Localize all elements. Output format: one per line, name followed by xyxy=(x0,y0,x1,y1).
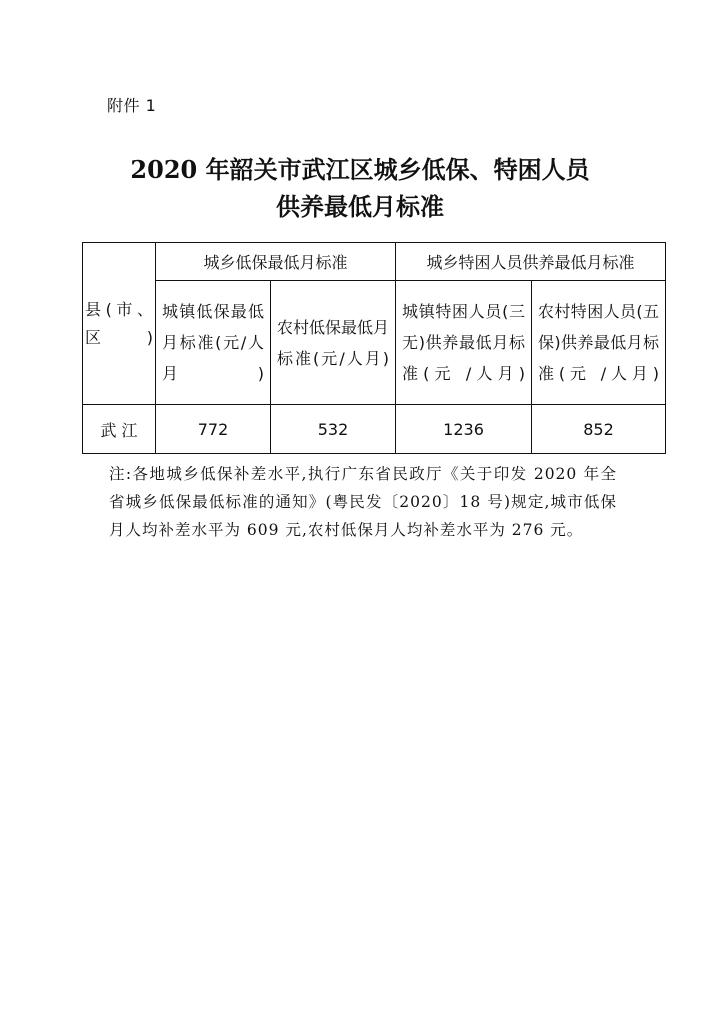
urban-dibao-value: 772 xyxy=(156,405,271,454)
col3-header: 城镇特困人员(三无)供养最低月标准(元 /人月) xyxy=(402,302,526,383)
attachment-label: 附件 1 xyxy=(107,96,157,115)
rural-tekun-value: 852 xyxy=(532,405,666,454)
table-row xyxy=(83,405,666,454)
footnote: 注:各地城乡低保补差水平,执行广东省民政厅《关于印发 2020 年全省城乡低保最低标准的通知》(粤民发〔2020〕18 号)规定,城市低保月人均补差水平为 609 元,农村低保月人均补差水平为 276 元。 xyxy=(109,465,617,539)
col1-header-cell xyxy=(156,281,271,405)
table-header-row-1 xyxy=(83,243,666,281)
col2-header: 农村低保最低月标准(元/人月) xyxy=(277,317,390,368)
document-title-line2: 供养最低月标准 xyxy=(276,192,444,221)
standards-table xyxy=(82,242,666,454)
county-header: 县(市、区) xyxy=(85,299,153,347)
col1-header: 城镇低保最低月标准(元/人月) xyxy=(162,302,264,383)
table-header-row-2 xyxy=(83,281,666,405)
col2-header-cell xyxy=(271,281,396,405)
county-header-cell xyxy=(83,243,156,405)
col4-header-cell xyxy=(532,281,666,405)
urban-tekun-value: 1236 xyxy=(396,405,532,454)
document-title-line1: 2020 年韶关市武江区城乡低保、特困人员 xyxy=(130,155,590,184)
rural-dibao-value: 532 xyxy=(271,405,396,454)
col3-header-cell xyxy=(396,281,532,405)
group1-header: 城乡低保最低月标准 xyxy=(156,243,396,281)
group2-header: 城乡特困人员供养最低月标准 xyxy=(396,243,666,281)
col4-header: 农村特困人员(五保)供养最低月标准(元 /人月) xyxy=(538,302,660,383)
county-cell: 武 江 xyxy=(83,405,156,454)
